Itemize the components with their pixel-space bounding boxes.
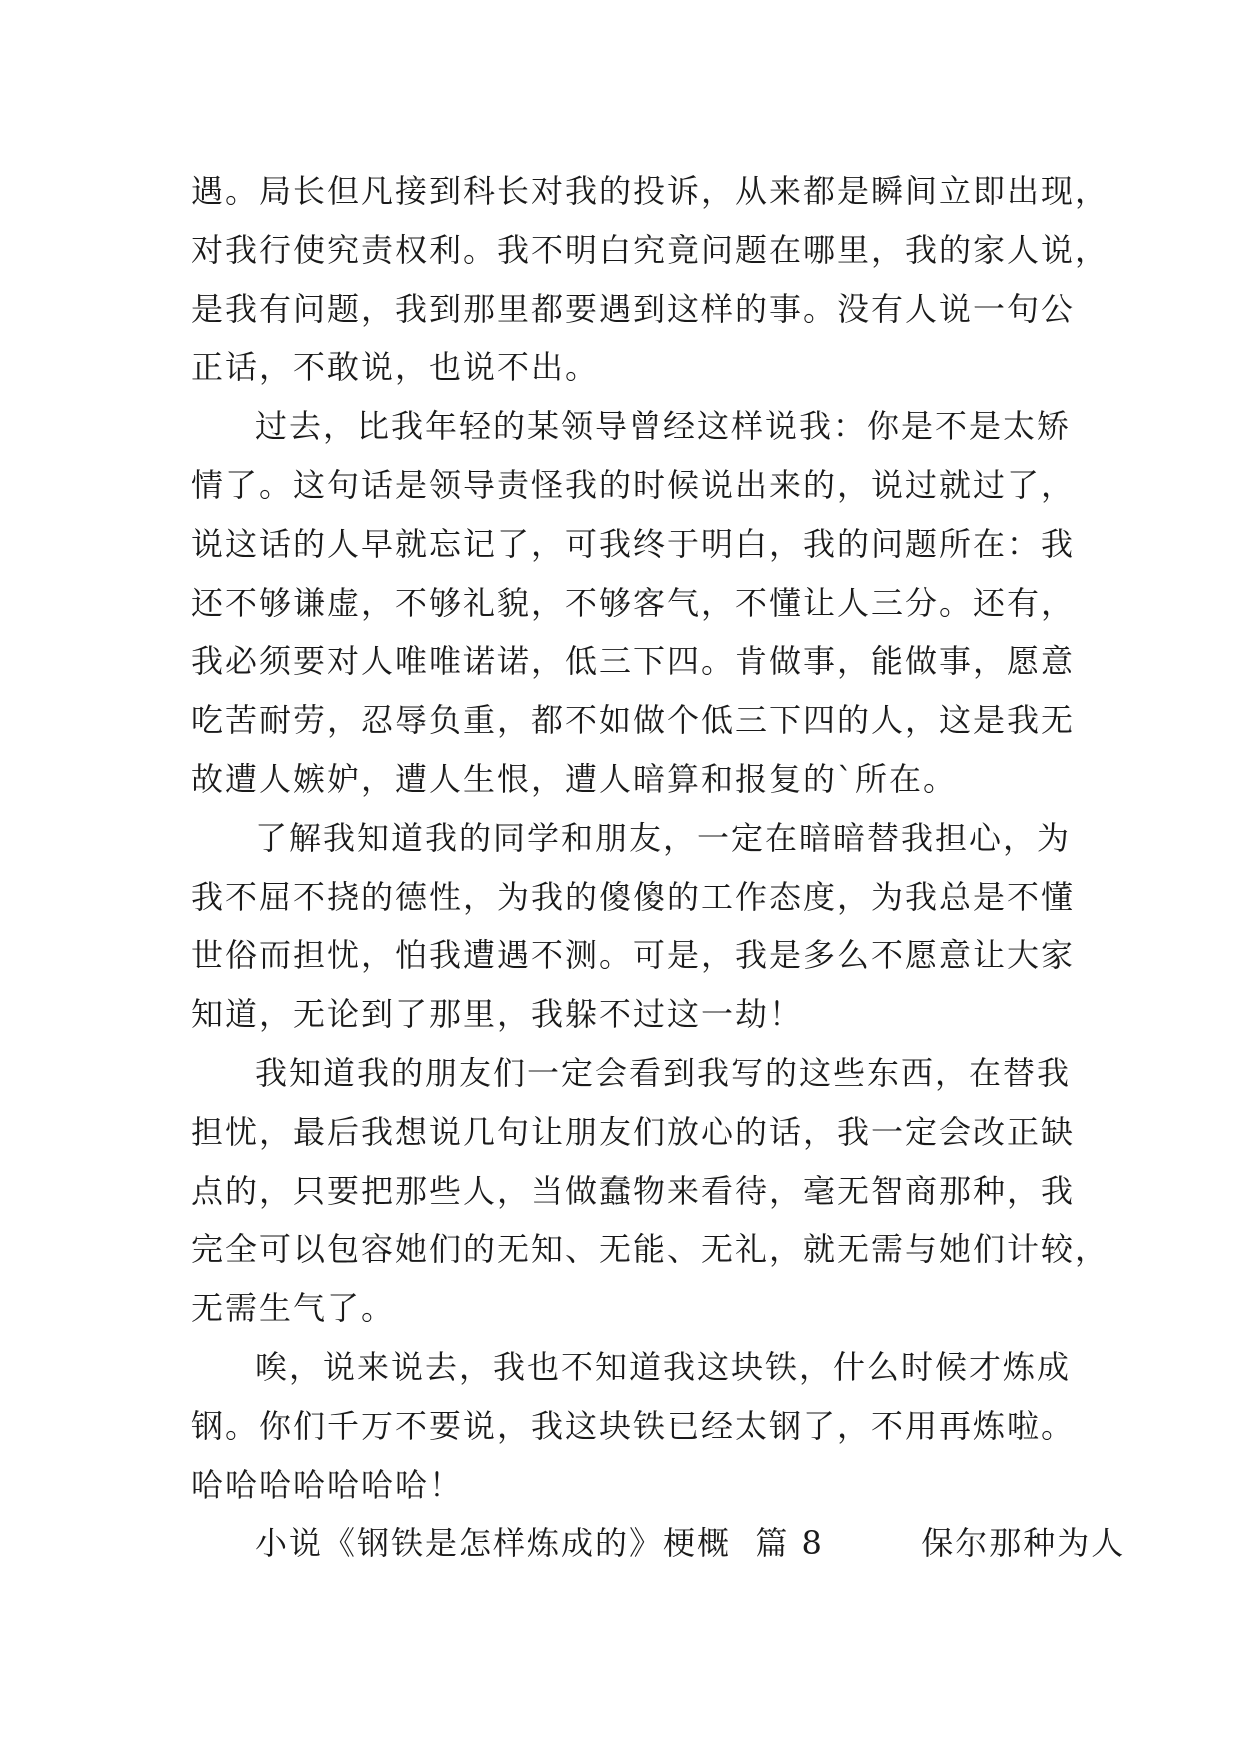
text-line: 过去，比我年轻的某领导曾经这样说我：你是不是太矫 — [255, 407, 1072, 446]
text-line: 还不够谦虚，不够礼貌，不够客气，不懂让人三分。还有， — [191, 583, 1076, 622]
text-line: 我不屈不挠的德性，为我的傻傻的工作态度，为我总是不懂 — [191, 877, 1076, 916]
text-line: 世俗而担忧，怕我遭遇不测。可是，我是多么不愿意让大家 — [191, 936, 1076, 975]
text-line: 故遭人嫉妒，遭人生恨，遭人暗算和报复的`所在。 — [191, 759, 958, 798]
text-line: 我知道我的朋友们一定会看到我写的这些东西，在替我 — [255, 1053, 1072, 1092]
text-line: 点的，只要把那些人，当做蠢物来看待，毫无智商那种，我 — [191, 1171, 1076, 1210]
text-line: 吃苦耐劳，忍辱负重，都不如做个低三下四的人，这是我无 — [191, 701, 1076, 740]
text-line: 了解我知道我的同学和朋友，一定在暗暗替我担心，为 — [255, 818, 1072, 857]
text-line: 担忧，最后我想说几句让朋友们放心的话，我一定会改正缺 — [191, 1112, 1076, 1151]
text-line: 正话，不敢说，也说不出。 — [191, 348, 600, 387]
text-line: 遇。局长但凡接到科长对我的投诉，从来都是瞬间立即出现， — [191, 172, 1110, 210]
text-line: 情了。这句话是领导责怪我的时候说出来的，说过就过了， — [191, 465, 1076, 504]
text-line: 对我行使究责权利。我不明白究竟问题在哪里，我的家人说， — [191, 230, 1110, 269]
section-heading-line: 小说《钢铁是怎样炼成的》梗概 篇 8 保尔那种为人 — [255, 1524, 1126, 1563]
text-line: 知道，无论到了那里，我躲不过这一劫！ — [191, 995, 804, 1034]
body-text — [191, 162, 1126, 1573]
text-line: 我必须要对人唯唯诺诺，低三下四。肯做事，能做事，愿意 — [191, 642, 1076, 681]
text-line: 说这话的人早就忘记了，可我终于明白，我的问题所在：我 — [191, 524, 1076, 563]
text-line: 钢。你们千万不要说，我这块铁已经太钢了，不用再炼啦。 — [191, 1406, 1076, 1445]
text-line: 哈哈哈哈哈哈哈！ — [191, 1465, 464, 1504]
text-line: 无需生气了。 — [191, 1289, 396, 1328]
text-line: 唉，说来说去，我也不知道我这块铁，什么时候才炼成 — [255, 1347, 1072, 1386]
text-line: 是我有问题，我到那里都要遇到这样的事。没有人说一句公 — [191, 289, 1076, 328]
text-line: 完全可以包容她们的无知、无能、无礼，就无需与她们计较， — [191, 1230, 1110, 1269]
